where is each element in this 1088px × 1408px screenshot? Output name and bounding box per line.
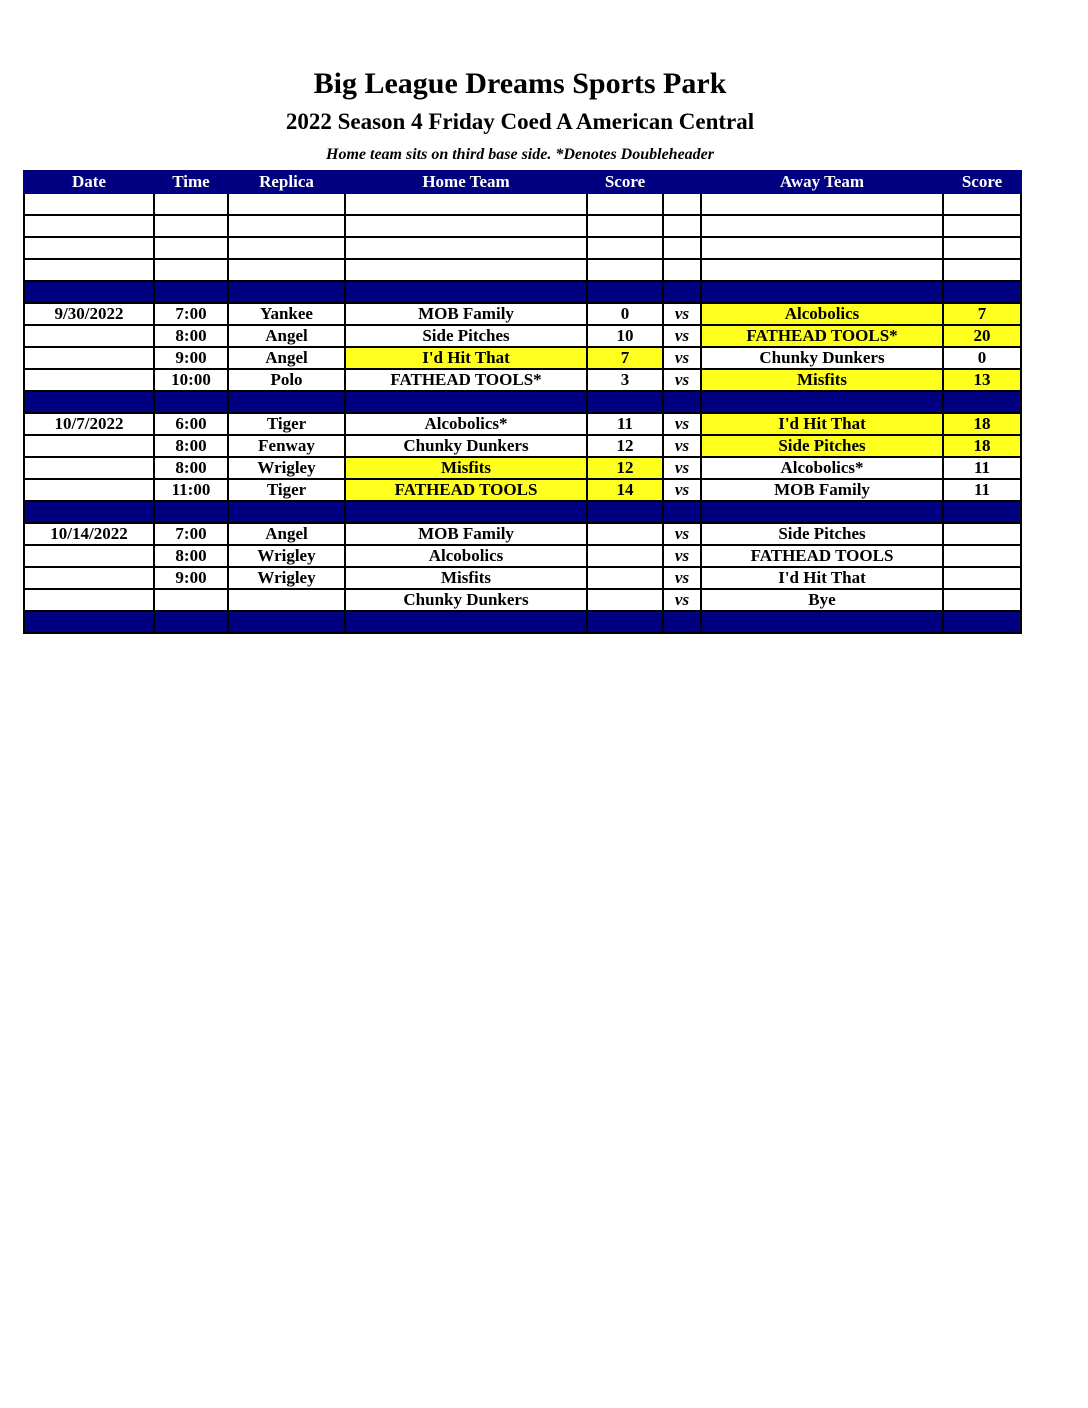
home-team: Side Pitches (345, 325, 587, 347)
away-team: FATHEAD TOOLS* (701, 325, 943, 347)
game-row (24, 413, 1021, 435)
home-score: 3 (587, 369, 663, 391)
game-date: 10/7/2022 (24, 413, 154, 435)
away-team: MOB Family (701, 479, 943, 501)
home-score: 0 (587, 303, 663, 325)
vs-label: vs (663, 545, 701, 567)
game-date-empty (24, 589, 154, 611)
column-header-time: Time (154, 171, 228, 193)
game-time: 7:00 (154, 523, 228, 545)
game-field (228, 589, 345, 611)
week-separator-row (24, 391, 1021, 413)
blank-row (24, 193, 1021, 215)
game-date-empty (24, 457, 154, 479)
home-score: 14 (587, 479, 663, 501)
game-field: Fenway (228, 435, 345, 457)
game-row (24, 325, 1021, 347)
away-team: Alcobolics (701, 303, 943, 325)
vs-label: vs (663, 589, 701, 611)
schedule-table (23, 170, 1022, 634)
game-row (24, 589, 1021, 611)
away-score: 18 (943, 435, 1021, 457)
vs-label: vs (663, 369, 701, 391)
away-score (943, 545, 1021, 567)
game-field: Polo (228, 369, 345, 391)
away-team: I'd Hit That (701, 413, 943, 435)
schedule-body (24, 193, 1021, 633)
vs-label: vs (663, 479, 701, 501)
game-row (24, 369, 1021, 391)
game-field: Wrigley (228, 457, 345, 479)
away-score (943, 567, 1021, 589)
home-team: Alcobolics* (345, 413, 587, 435)
away-team: I'd Hit That (701, 567, 943, 589)
week-separator-row (24, 501, 1021, 523)
away-score: 11 (943, 479, 1021, 501)
column-header-replica: Replica (228, 171, 345, 193)
game-row (24, 523, 1021, 545)
game-time: 9:00 (154, 567, 228, 589)
vs-label: vs (663, 435, 701, 457)
game-row (24, 479, 1021, 501)
game-time: 7:00 (154, 303, 228, 325)
home-score: 7 (587, 347, 663, 369)
game-time: 8:00 (154, 325, 228, 347)
home-team: Misfits (345, 457, 587, 479)
vs-label: vs (663, 325, 701, 347)
home-team: FATHEAD TOOLS (345, 479, 587, 501)
game-row (24, 545, 1021, 567)
game-time: 9:00 (154, 347, 228, 369)
home-team: Misfits (345, 567, 587, 589)
home-score: 12 (587, 457, 663, 479)
vs-label: vs (663, 523, 701, 545)
away-team: Side Pitches (701, 435, 943, 457)
home-team: Chunky Dunkers (345, 435, 587, 457)
game-row (24, 457, 1021, 479)
home-team: Alcobolics (345, 545, 587, 567)
away-score (943, 523, 1021, 545)
game-row (24, 347, 1021, 369)
header-row (24, 171, 1021, 193)
game-date-empty (24, 369, 154, 391)
away-score: 0 (943, 347, 1021, 369)
blank-row (24, 237, 1021, 259)
game-date-empty (24, 479, 154, 501)
away-team: Bye (701, 589, 943, 611)
column-header-away-score: Score (943, 171, 1021, 193)
page-note: Home team sits on third base side. *Denotes Doubleheader (326, 146, 714, 163)
game-time (154, 589, 228, 611)
vs-label: vs (663, 457, 701, 479)
game-date: 9/30/2022 (24, 303, 154, 325)
away-team: Chunky Dunkers (701, 347, 943, 369)
home-team: FATHEAD TOOLS* (345, 369, 587, 391)
home-score (587, 523, 663, 545)
game-time: 8:00 (154, 457, 228, 479)
away-score: 13 (943, 369, 1021, 391)
game-time: 10:00 (154, 369, 228, 391)
game-field: Wrigley (228, 567, 345, 589)
game-time: 6:00 (154, 413, 228, 435)
away-score (943, 589, 1021, 611)
column-header-vs (663, 171, 701, 193)
home-score (587, 589, 663, 611)
game-field: Wrigley (228, 545, 345, 567)
game-date: 10/14/2022 (24, 523, 154, 545)
away-team: Misfits (701, 369, 943, 391)
away-score: 11 (943, 457, 1021, 479)
away-team: FATHEAD TOOLS (701, 545, 943, 567)
game-time: 8:00 (154, 435, 228, 457)
away-score: 18 (943, 413, 1021, 435)
game-field: Angel (228, 325, 345, 347)
game-date-empty (24, 545, 154, 567)
column-header-home-score: Score (587, 171, 663, 193)
home-team: Chunky Dunkers (345, 589, 587, 611)
away-score: 7 (943, 303, 1021, 325)
home-score (587, 567, 663, 589)
vs-label: vs (663, 347, 701, 369)
home-score: 11 (587, 413, 663, 435)
home-team: MOB Family (345, 523, 587, 545)
game-field: Angel (228, 523, 345, 545)
game-field: Tiger (228, 479, 345, 501)
game-field: Angel (228, 347, 345, 369)
page-title: Big League Dreams Sports Park (313, 67, 727, 100)
game-row (24, 567, 1021, 589)
away-team: Alcobolics* (701, 457, 943, 479)
game-date-empty (24, 567, 154, 589)
blank-row (24, 215, 1021, 237)
home-team: I'd Hit That (345, 347, 587, 369)
vs-label: vs (663, 303, 701, 325)
game-time: 8:00 (154, 545, 228, 567)
vs-label: vs (663, 567, 701, 589)
home-score: 10 (587, 325, 663, 347)
column-header-date: Date (24, 171, 154, 193)
game-field: Tiger (228, 413, 345, 435)
week-separator-row (24, 611, 1021, 633)
game-date-empty (24, 435, 154, 457)
away-score: 20 (943, 325, 1021, 347)
home-team: MOB Family (345, 303, 587, 325)
game-row (24, 303, 1021, 325)
column-header-home-team: Home Team (345, 171, 587, 193)
vs-label: vs (663, 413, 701, 435)
home-score: 12 (587, 435, 663, 457)
page-subtitle: 2022 Season 4 Friday Coed A American Central (285, 109, 755, 134)
game-time: 11:00 (154, 479, 228, 501)
week-separator-row (24, 281, 1021, 303)
game-row (24, 435, 1021, 457)
away-team: Side Pitches (701, 523, 943, 545)
game-date-empty (24, 325, 154, 347)
column-header-away-team: Away Team (701, 171, 943, 193)
blank-row (24, 259, 1021, 281)
game-field: Yankee (228, 303, 345, 325)
home-score (587, 545, 663, 567)
game-date-empty (24, 347, 154, 369)
